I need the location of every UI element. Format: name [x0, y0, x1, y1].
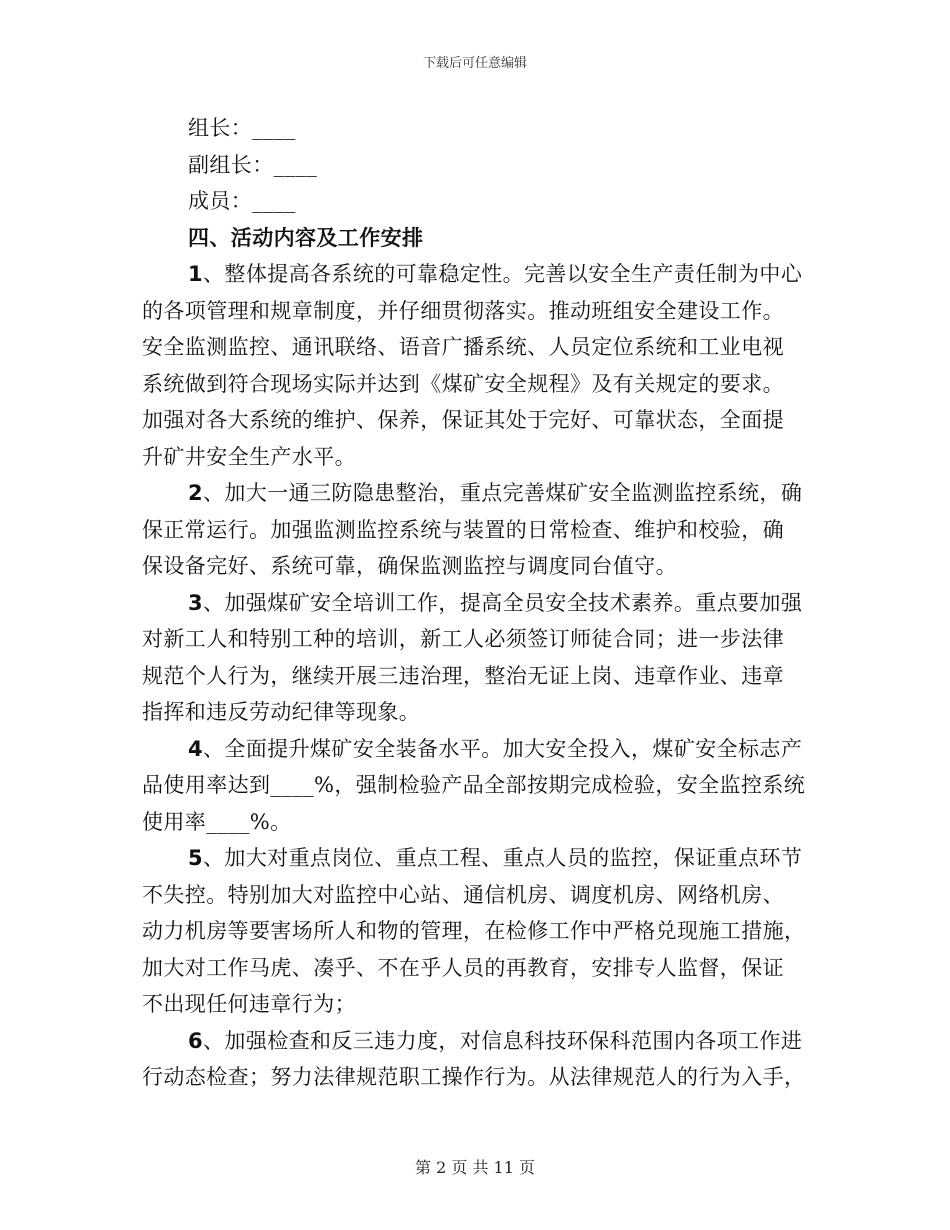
paragraph-text: 、加大一通三防隐患整治，重点完善煤矿安全监测监控系统，确	[203, 481, 803, 505]
paragraph-number: 3	[188, 590, 204, 615]
paragraph-1-line-6: 升矿井安全生产水平。	[142, 444, 356, 469]
paragraph-4-line-3: 使用率____%。	[142, 809, 292, 834]
paragraph-text: 、全面提升煤矿安全装备水平。加大安全投入，煤矿安全标志产	[203, 736, 803, 761]
paragraph-5-line-1	[142, 840, 808, 877]
paragraph-4-line-2: 品使用率达到____%，强制检验产品全部按期完成检验，安全监控系统	[142, 773, 806, 797]
paragraph-6-line-2: 行动态检查；努力法律规范职工操作行为。从法律规范人的行为入手，	[142, 1065, 806, 1089]
paragraph-number: 5	[188, 846, 204, 870]
document-body	[142, 110, 808, 1096]
paragraph-6-line-1	[142, 1023, 808, 1060]
paragraph-text: 、加大对重点岗位、重点工程、重点人员的监控，保证重点环节	[203, 846, 803, 870]
paragraph-1-line-1	[142, 256, 808, 293]
paragraph-text: 、加强检查和反三违力度，对信息科技环保科范围内各项工作进	[203, 1028, 803, 1053]
member-deputy-leader: 副组长：____	[188, 152, 318, 177]
paragraph-number: 4	[188, 736, 204, 761]
paragraph-3-line-1	[142, 585, 808, 622]
paragraph-5-line-3: 动力机房等要害场所人和物的管理，在检修工作中严格兑现施工措施，	[142, 919, 806, 943]
member-members: 成员：____	[188, 189, 296, 213]
paragraph-number: 6	[188, 1028, 204, 1053]
paragraph-2-line-1	[142, 475, 808, 512]
paragraph-number: 2	[188, 481, 204, 505]
page-footer: 第 2 页 共 11 页	[415, 1158, 535, 1177]
paragraph-text: 、加强煤矿安全培训工作，提高全员安全技术素养。重点要加强	[203, 590, 803, 615]
paragraph-number: 1	[188, 262, 204, 286]
paragraph-4-line-1	[142, 731, 808, 768]
section-title: 四、活动内容及工作安排	[188, 225, 424, 250]
paragraph-1-line-5: 加强对各大系统的维护、保养，保证其处于完好、可靠状态，全面提	[142, 408, 784, 432]
paragraph-3-line-2: 对新工人和特别工种的培训，新工人必须签订师徒合同；进一步法律	[142, 627, 784, 651]
paragraph-5-line-2: 不失控。特别加大对监控中心站、通信机房、调度机房、网络机房、	[142, 882, 784, 907]
paragraph-3-line-3: 规范个人行为，继续开展三违治理，整治无证上岗、违章作业、违章	[142, 663, 784, 688]
paragraph-2-line-3: 保设备完好、系统可靠，确保监测监控与调度同台值守。	[142, 554, 677, 578]
paragraph-1-line-4: 系统做到符合现场实际并达到《煤矿安全规程》及有关规定的要求。	[142, 371, 784, 396]
paragraph-text: 、整体提高各系统的可靠稳定性。完善以安全生产责任制为中心	[203, 262, 803, 286]
member-leader: 组长：____	[188, 116, 296, 140]
paragraph-1-line-2: 的各项管理和规章制度，并仔细贯彻落实。推动班组安全建设工作。	[142, 298, 784, 323]
paragraph-2-line-2: 保正常运行。加强监测监控系统与装置的日常检查、维护和校验，确	[142, 517, 784, 542]
paragraph-1-line-3: 安全监测监控、通讯联络、语音广播系统、人员定位系统和工业电视	[142, 335, 784, 359]
paragraph-3-line-4: 指挥和违反劳动纪律等现象。	[142, 700, 421, 724]
paragraph-5-line-5: 不出现任何违章行为；	[142, 992, 356, 1016]
paragraph-5-line-4: 加大对工作马虎、凑乎、不在乎人员的再教育，安排专人监督，保证	[142, 955, 784, 980]
page-header: 下载后可任意编辑	[422, 56, 527, 71]
